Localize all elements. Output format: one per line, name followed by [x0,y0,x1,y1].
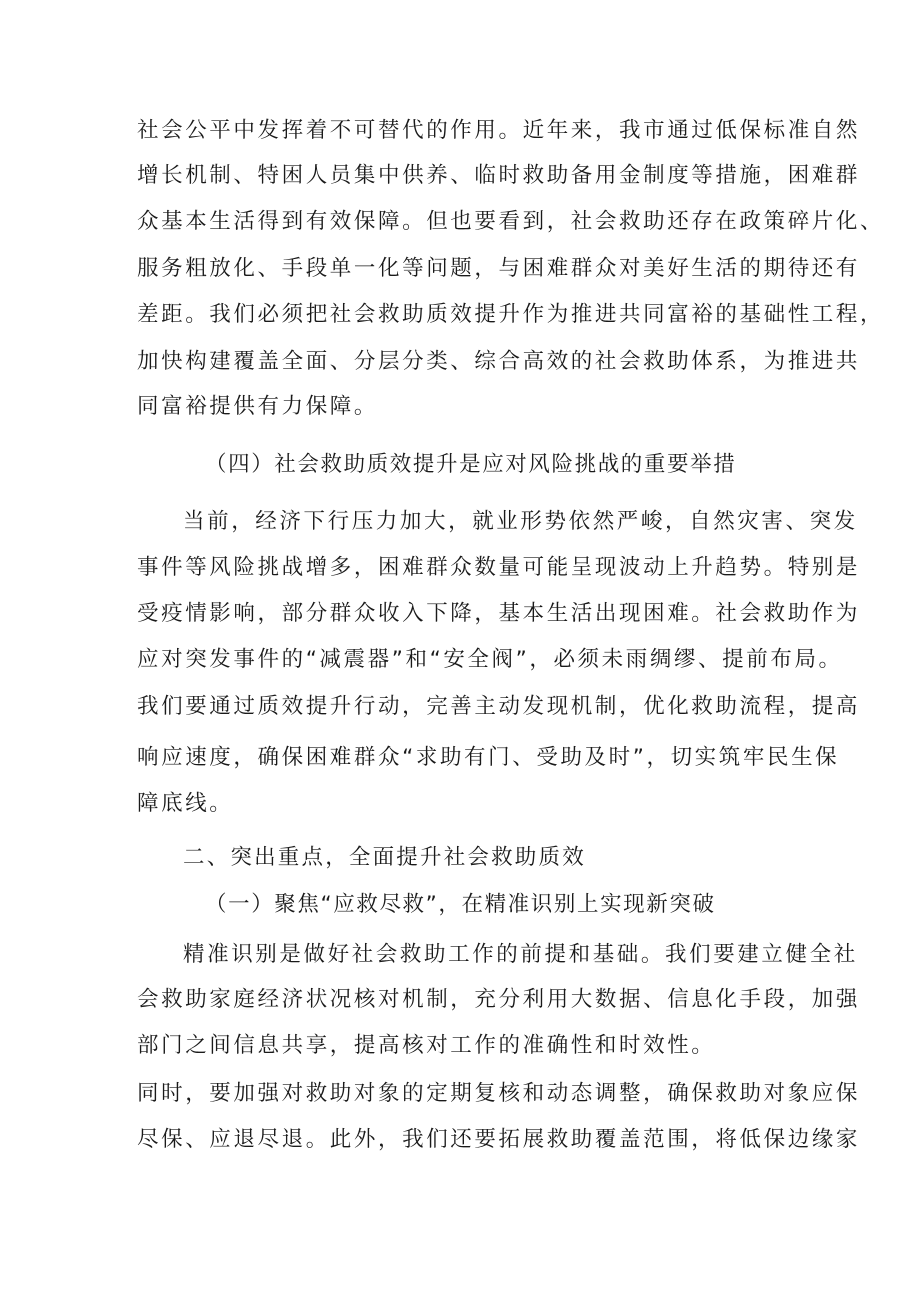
text-line: 受疫情影响，部分群众收入下降，基本生活出现困难。社会救助作为 [137,601,861,626]
text-line: 加快构建覆盖全面、分层分类、综合高效的社会救助体系，为推进共 [137,349,861,374]
text-line: 同时，要加强对救助对象的定期复核和动态调整，确保救助对象应保 [137,1081,861,1106]
text-line: 部门之间信息共享，提高核对工作的准确性和时效性。 [137,1033,716,1058]
text-line: 众基本生活得到有效保障。但也要看到，社会救助还存在政策碎片化、 [137,209,885,234]
section-heading: （一）聚焦“应救尽救”，在精准识别上实现新突破 [205,892,716,917]
text-line: 同富裕提供有力保障。 [137,394,379,419]
text-line: 障底线。 [137,791,234,816]
section-heading: （四）社会救助质效提升是应对风险挑战的重要举措 [205,452,737,477]
text-line: 精准识别是做好社会救助工作的前提和基础。我们要建立健全社 [183,942,858,967]
text-line: 我们要通过质效提升行动，完善主动发现机制，优化救助流程，提高 [137,694,861,719]
chapter-heading: 二、突出重点，全面提升社会救助质效 [183,845,586,870]
text-line: 会救助家庭经济状况核对机制，充分利用大数据、信息化手段，加强 [137,987,861,1012]
text-line: 服务粗放化、手段单一化等问题，与困难群众对美好生活的期待还有 [137,256,861,281]
text-line: 当前，经济下行压力加大，就业形势依然严峻，自然灾害、突发 [183,509,858,534]
text-line: 应对突发事件的“减震器”和“安全阀”，必须未雨绸缪、提前布局。 [137,647,843,672]
text-line: 社会公平中发挥着不可替代的作用。近年来，我市通过低保标准自然 [137,118,861,143]
text-line: 差距。我们必须把社会救助质效提升作为推进共同富裕的基础性工程， [137,302,885,327]
text-line: 增长机制、特困人员集中供养、临时救助备用金制度等措施，困难群 [137,163,861,188]
text-line: 尽保、应退尽退。此外，我们还要拓展救助覆盖范围，将低保边缘家 [137,1127,861,1152]
text-line: 响应速度，确保困难群众“求助有门、受助及时”，切实筑牢民生保 [137,745,840,770]
text-line: 事件等风险挑战增多，困难群众数量可能呈现波动上升趋势。特别是 [137,555,861,580]
